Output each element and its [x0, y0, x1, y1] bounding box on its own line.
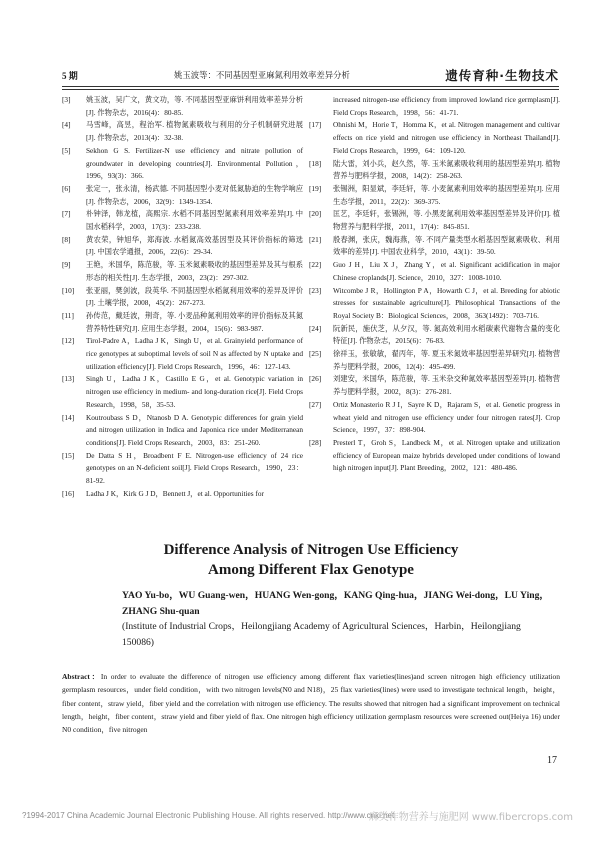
reference-item [62, 234, 303, 259]
reference-item [62, 119, 303, 144]
reference-item [309, 259, 560, 284]
header-rule-thin [62, 89, 559, 90]
journal-section-name: 遗传育种·生物技术 [445, 68, 559, 83]
affiliation: (Institute of Industrial Crops，Heilongjiang Academy of Agricultural Sciences，Harbin，Heilongjiang 150086) [122, 621, 521, 648]
reference-number: [12] [62, 336, 75, 346]
issue-number: 5 期 [62, 71, 78, 81]
reference-number: [20] [309, 209, 322, 219]
reference-number: [23] [309, 285, 322, 295]
reference-text: 张亚丽，樊剑波，段英华. 不同基因型水稻氮利用效率的差异及评价[J]. 土壤学报，2008，45(2)：267-273. [86, 285, 303, 308]
reference-text: De Datta S H，Broadbent F E. Nitrogen-use efficiency of 24 rice genotypes on an N-deficient soil[J]. Field Crops Research，1990，23：81-92. [86, 450, 303, 486]
reference-text: Presterl T，Groh S，Landbeck M，et al. Nitrogen uptake and utilization efficiency of European maize hybrids developed under conditions of lowand high nitrogen input[J]. Plant Breeding，2002，121：480-486. [333, 437, 560, 473]
reference-number: [10] [62, 285, 75, 295]
reference-number: [4] [62, 120, 71, 130]
reference-item [309, 348, 560, 373]
reference-text: 匡艺，李廷轩，张锡洲，等. 小黑麦氮利用效率基因型差异及评价[J]. 植物营养与肥料学报，2011，17(4)：845-851. [333, 209, 560, 232]
reference-number: [13] [62, 374, 75, 384]
reference-number: [21] [309, 234, 322, 244]
title-line-2: Among Different Flax Genotype [208, 562, 414, 578]
reference-item [309, 208, 560, 233]
reference-text: 王艳，米国华，陈范骏，等. 玉米氮素吸收的基因型差异及其与根系形态的相关性[J]. 生态学报，2003，23(2)：297-302. [86, 260, 303, 282]
references-left-column [62, 94, 303, 501]
reference-text: Ortiz Monasterio R J I，Sayre K D，Rajaram S，et al. Genetic progress in wheat yield and nitrogen use efficiency under four nitrogen rates[J]. Crop Science，1997，37：898-904. [333, 399, 560, 435]
reference-item [62, 488, 303, 501]
references-right-column [309, 94, 560, 475]
reference-item [62, 335, 303, 373]
reference-text: 朴钟泽，韩龙植，高熙宗. 水稻不同基因型氮素利用效率差异[J]. 中国水稻科学，2003，17(3)：233-238. [86, 209, 303, 232]
reference-text: 孙传范，戴廷波，荆奇，等. 小麦品种氮利用效率的评价指标及其氮营养特性研究[J]. 应用生态学报，2004，15(6)：983-987. [86, 310, 303, 333]
reference-number: [16] [62, 488, 75, 498]
reference-item [62, 183, 303, 208]
site-watermark: 麻类作物营养与施肥网 www.fibercrops.com [368, 812, 573, 823]
copyright-footer: ?1994-2017 China Academic Journal Electronic Publishing House. All rights reserved. http://www.cnki.net [22, 811, 395, 820]
reference-item [309, 158, 560, 183]
reference-text: 阮新民，施伏芝，从夕汉，等. 氮高效利用水稻碳素代谢物含量的变化特征[J]. 作物杂志，2015(6)：76-83. [333, 323, 560, 346]
reference-number: [25] [309, 349, 322, 359]
reference-number [309, 94, 333, 119]
reference-item [309, 323, 560, 348]
reference-text: Witcombe J R，Hollington P A，Howarth C J，et al. Breeding for abiotic stresses for sustainable agriculture[J]. Philosophical Transactions of the Royal Society B：Biological Sciences，2008，363(1492)：703-716. [333, 285, 560, 320]
reference-item [309, 285, 560, 323]
reference-text: Singh U，Ladha J K，Castillo E G，et al. Genotypic variation in nitrogen use efficiency in medium- and long-duration rice[J]. Field Crops Research，1998，58，35-53. [86, 374, 303, 409]
reference-number: [14] [62, 412, 75, 422]
reference-number: [3] [62, 95, 71, 104]
reference-item [309, 234, 560, 259]
abstract [62, 670, 560, 736]
reference-item [309, 399, 560, 437]
reference-number: [27] [309, 399, 322, 409]
reference-number: [5] [62, 145, 71, 155]
reference-number: [8] [62, 234, 71, 244]
reference-text: Guo J H，Liu X J，Zhang Y，et al. Significant acidification in major Chinese croplands[J]. Science，2010，327：1008-1010. [333, 260, 560, 282]
reference-text: increased nitrogen-use efficiency from improved lowland rice germplasm[J]. Field Crops Research，1998，56：41-71. [333, 95, 560, 117]
reference-text: 徐祥玉，张敏敏，翟丙年，等. 夏玉米氮效率基因型差异研究[J]. 植物营养与肥料学报，2006，12(4)：495-499. [333, 349, 560, 371]
authors: YAO Yu-bo，WU Guang-wen，HUANG Wen-gong，KANG Qing-hua，JIANG Wei-dong，LU Ying，ZHANG Shu-quan [122, 590, 549, 617]
reference-number: [17] [309, 120, 322, 130]
reference-item [62, 412, 303, 450]
reference-text: Sekhon G S. Fertilizer-N use efficiency and nitrate pollution of groundwater in developing countries[J]. Environmental Pollution，1996，93(3)：366. [86, 145, 303, 181]
reference-item [309, 183, 560, 208]
reference-item [62, 94, 303, 119]
running-title: 姚玉波等：不同基因型亚麻氮利用效率差异分析 [174, 71, 350, 80]
reference-text: 陆大雷，刘小兵，赵久然，等. 玉米氮素吸收利用的基因型差异[J]. 植物营养与肥料学报，2008，14(2)：258-263. [333, 158, 560, 181]
reference-text: Koutroubass S D，Ntanosb D A. Genotypic differences for grain yield and nitrogen utilization in Indica and Japonica rice under Mediterranean conditions[J]. Field Crops Research，2003，83：251-260. [86, 412, 303, 447]
header-rule [62, 86, 559, 87]
reference-number: [28] [309, 437, 322, 447]
reference-text: 黄农荣，钟旭华，郑海波. 水稻氮高效基因型及其评价指标的筛选[J]. 中国农学通报，2006，22(6)：29-34. [86, 234, 303, 257]
reference-text: Ohnishi M，Horie T，Homma K，et al. Nitrogen management and cultivar effects on rice yield and nitrogen use efficiency in Northeast Thailand[J]. Field Crops Research，1999，64：109-120. [333, 120, 560, 155]
reference-text: Ladha J K，Kirk G J D，Bennett J，et al. Opportunities for [86, 488, 264, 498]
reference-item [62, 285, 303, 310]
page-number: 17 [547, 755, 557, 766]
reference-item [62, 310, 303, 335]
title-line-1: Difference Analysis of Nitrogen Use Efficiency [163, 542, 459, 558]
abstract-label: Abstract： [62, 672, 101, 681]
reference-number: [24] [309, 323, 322, 333]
reference-number: [11] [62, 310, 74, 320]
reference-item [62, 450, 303, 488]
reference-number: [15] [62, 450, 75, 460]
reference-item [309, 437, 560, 475]
running-header [62, 67, 559, 85]
reference-text: Tirol-Padre A，Ladha J K，Singh U，et al. Grainyield performance of rice genotypes at suboptimal levels of soil N as affected by N uptake and utilization efficiency[J]. Field Crops Research，1996，46：127-143. [86, 336, 303, 371]
reference-text: 刘建安，米国华，陈范骏，等. 玉米杂交种氮效率基因型差异[J]. 植物营养与肥料学报，2002，8(3)：276-281. [333, 374, 560, 397]
reference-text: 姚玉波，吴广文，黄文功，等. 不同基因型亚麻饼利用效率差异分析[J]. 作物杂志，2016(4)：80-85. [86, 95, 303, 117]
reference-item [309, 94, 560, 119]
reference-number: [19] [309, 183, 322, 193]
reference-text: 马雪峰，高昱，程治军. 植物氮素吸收与利用的分子机制研究进展[J]. 作物杂志，2013(4)：32-38. [86, 120, 303, 143]
reference-number: [22] [309, 260, 322, 270]
reference-item [62, 259, 303, 284]
reference-text: 殷春渊，张庆，魏海燕，等. 不同产量类型水稻基因型氮素吸收、利用效率的差异[J]. 中国农业科学，2010，43(1)：39-50. [333, 234, 560, 257]
reference-item [62, 208, 303, 233]
english-title [62, 540, 560, 580]
reference-item [62, 373, 303, 411]
reference-item [309, 373, 560, 398]
reference-item [62, 145, 303, 183]
reference-number: [18] [309, 158, 322, 168]
abstract-text: In order to evaluate the difference of nitrogen use efficiency among different flax varieties(lines)and screen nitrogen high efficiency utilization germplasm resources，under field condition，with two nitrogen levels(N0 and N18)，25 flax varieties(lines) were used to investigate technical length，height，fiber content，straw yield，fiber yield and the correlation with nitrogen use efficiency. The results showed that nitrogen had a significant improvement on technical length，height，fiber content，straw yield and fiber yield of flax. One nitrogen high efficiency utilization germplasm resources were screened out(Heiya 16) under N0 condition，five nitrogen [62, 672, 560, 735]
reference-number: [9] [62, 260, 71, 270]
reference-text: 张锡洲，阳显斌，李廷轩，等. 小麦氮素利用效率的基因型差异[J]. 应用生态学报，2011，22(2)：369-375. [333, 183, 560, 206]
reference-number: [7] [62, 209, 71, 219]
reference-number: [26] [309, 374, 322, 384]
reference-text: 张定一，张永清，杨武德. 不同基因型小麦对低氮胁迫的生物学响应[J]. 作物杂志，2006，32(9)：1349-1354. [86, 183, 303, 206]
reference-item [309, 119, 560, 157]
reference-number: [6] [62, 183, 71, 193]
